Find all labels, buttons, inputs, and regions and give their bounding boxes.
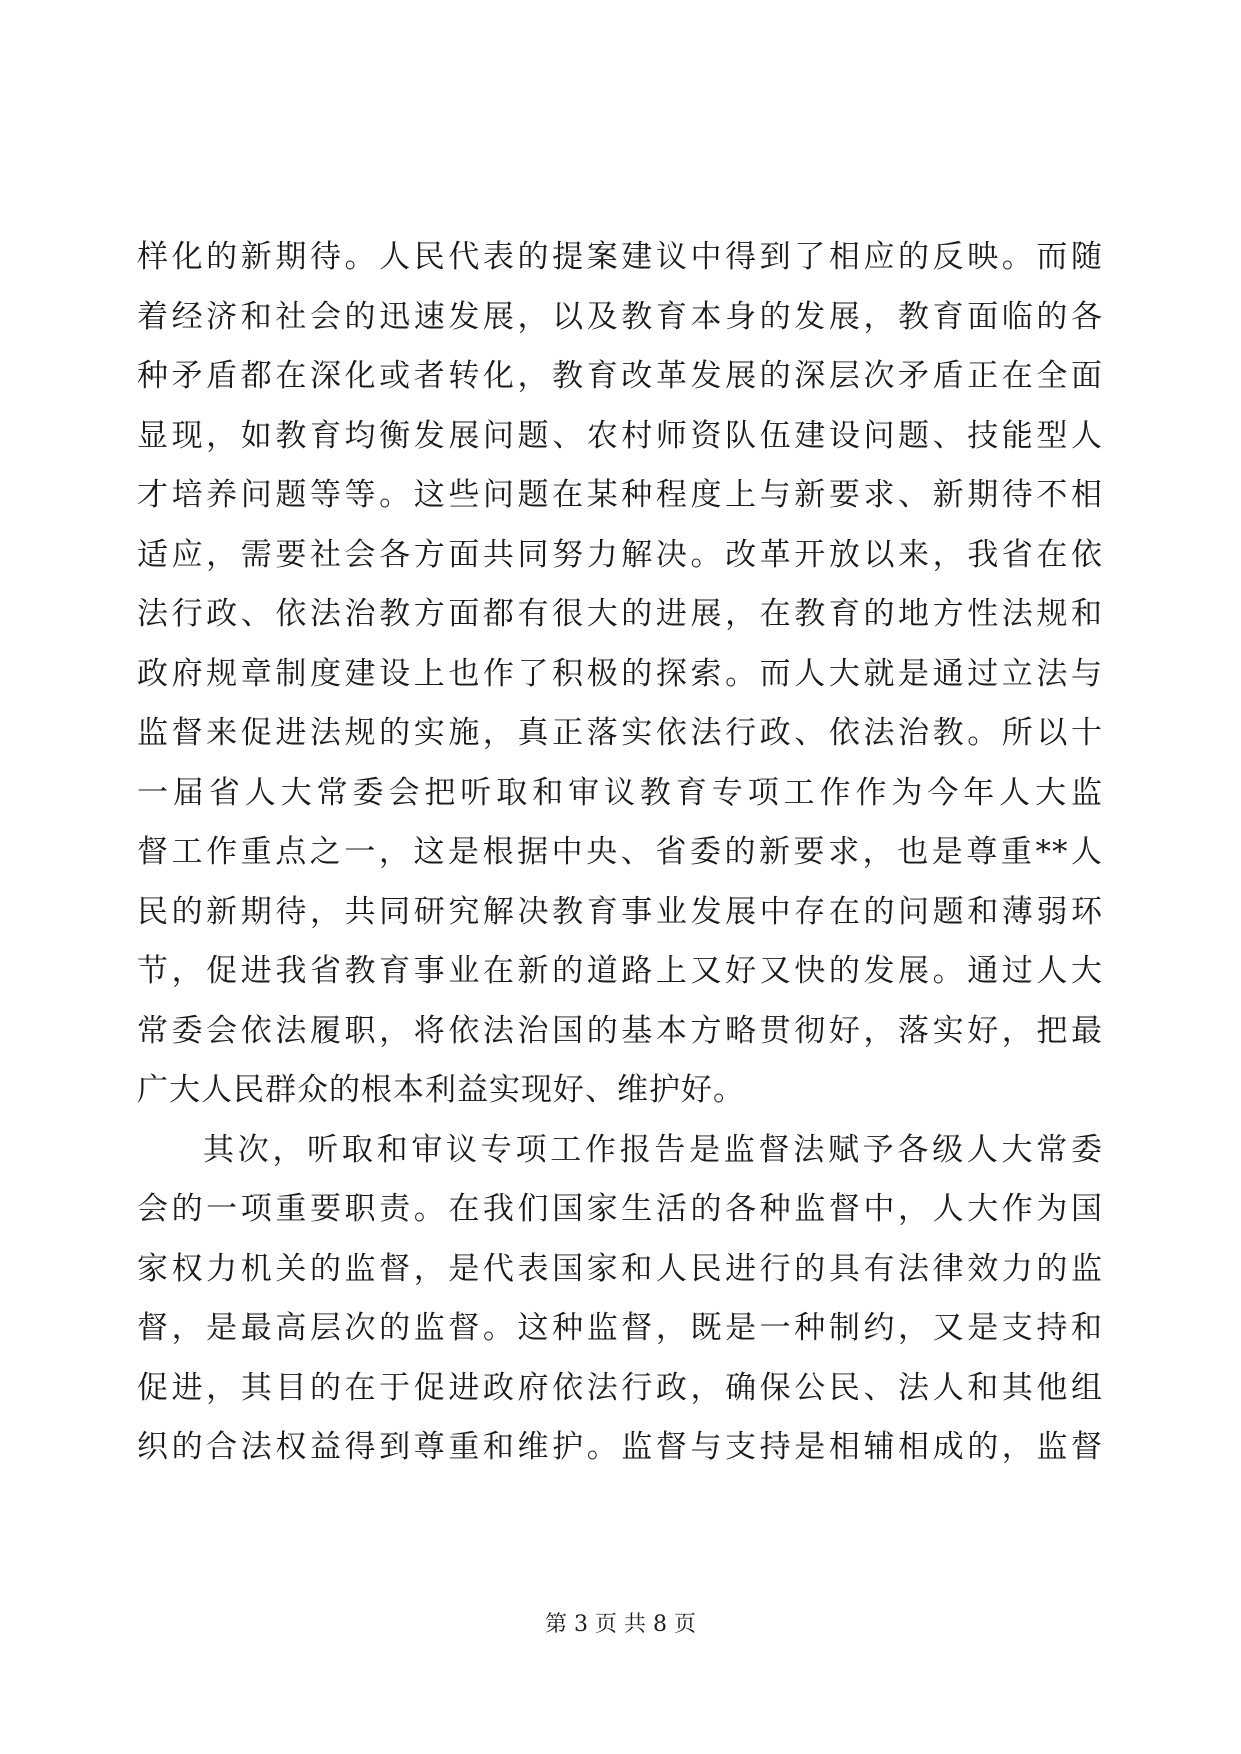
text-line: 显现，如教育均衡发展问题、农村师资队伍建设问题、技能型人 bbox=[137, 417, 1103, 454]
text-line: 着经济和社会的迅速发展，以及教育本身的发展，教育面临的各 bbox=[137, 298, 1103, 335]
text-line: 会的一项重要职责。在我们国家生活的各种监督中，人大作为国 bbox=[137, 1191, 1103, 1227]
text-line: 政府规章制度建设上也作了积极的探索。而人大就是通过立法与 bbox=[137, 655, 1103, 692]
text-line: 样化的新期待。人民代表的提案建议中得到了相应的反映。而随 bbox=[137, 239, 1103, 275]
text-line: 家权力机关的监督，是代表国家和人民进行的具有法律效力的监 bbox=[137, 1250, 1103, 1287]
text-line: 法行政、依法治教方面都有很大的进展，在教育的地方性法规和 bbox=[137, 596, 1103, 632]
text-line: 一届省人大常委会把听取和审议教育专项工作作为今年人大监 bbox=[137, 774, 1103, 811]
body-text bbox=[137, 228, 1103, 1478]
text-line: 督，是最高层次的监督。这种监督，既是一种制约，又是支持和 bbox=[137, 1310, 1103, 1346]
text-line: 常委会依法履职，将依法治国的基本方略贯彻好，落实好，把最 bbox=[137, 1012, 1103, 1049]
text-line: 督工作重点之一，这是根据中央、省委的新要求，也是尊重**人 bbox=[137, 834, 1103, 870]
text-line: 广大人民群众的根本利益实现好、维护好。 bbox=[137, 1072, 745, 1108]
text-line: 节，促进我省教育事业在新的道路上又好又快的发展。通过人大 bbox=[137, 953, 1103, 989]
text-line: 种矛盾都在深化或者转化，教育改革发展的深层次矛盾正在全面 bbox=[137, 358, 1103, 394]
text-line: 民的新期待，共同研究解决教育事业发展中存在的问题和薄弱环 bbox=[137, 893, 1103, 930]
text-line: 监督来促进法规的实施，真正落实依法行政、依法治教。所以十 bbox=[137, 715, 1103, 751]
text-line: 才培养问题等等。这些问题在某种程度上与新要求、新期待不相 bbox=[137, 477, 1103, 513]
text-line: 适应，需要社会各方面共同努力解决。改革开放以来，我省在依 bbox=[137, 536, 1103, 573]
text-line: 其次，听取和审议专项工作报告是监督法赋予各级人大常委 bbox=[203, 1131, 1103, 1168]
text-line: 促进，其目的在于促进政府依法行政，确保公民、法人和其他组 bbox=[137, 1369, 1103, 1406]
text-line: 织的合法权益得到尊重和维护。监督与支持是相辅相成的，监督 bbox=[137, 1429, 1103, 1465]
page-number-footer: 第 3 页 共 8 页 bbox=[545, 1612, 696, 1637]
